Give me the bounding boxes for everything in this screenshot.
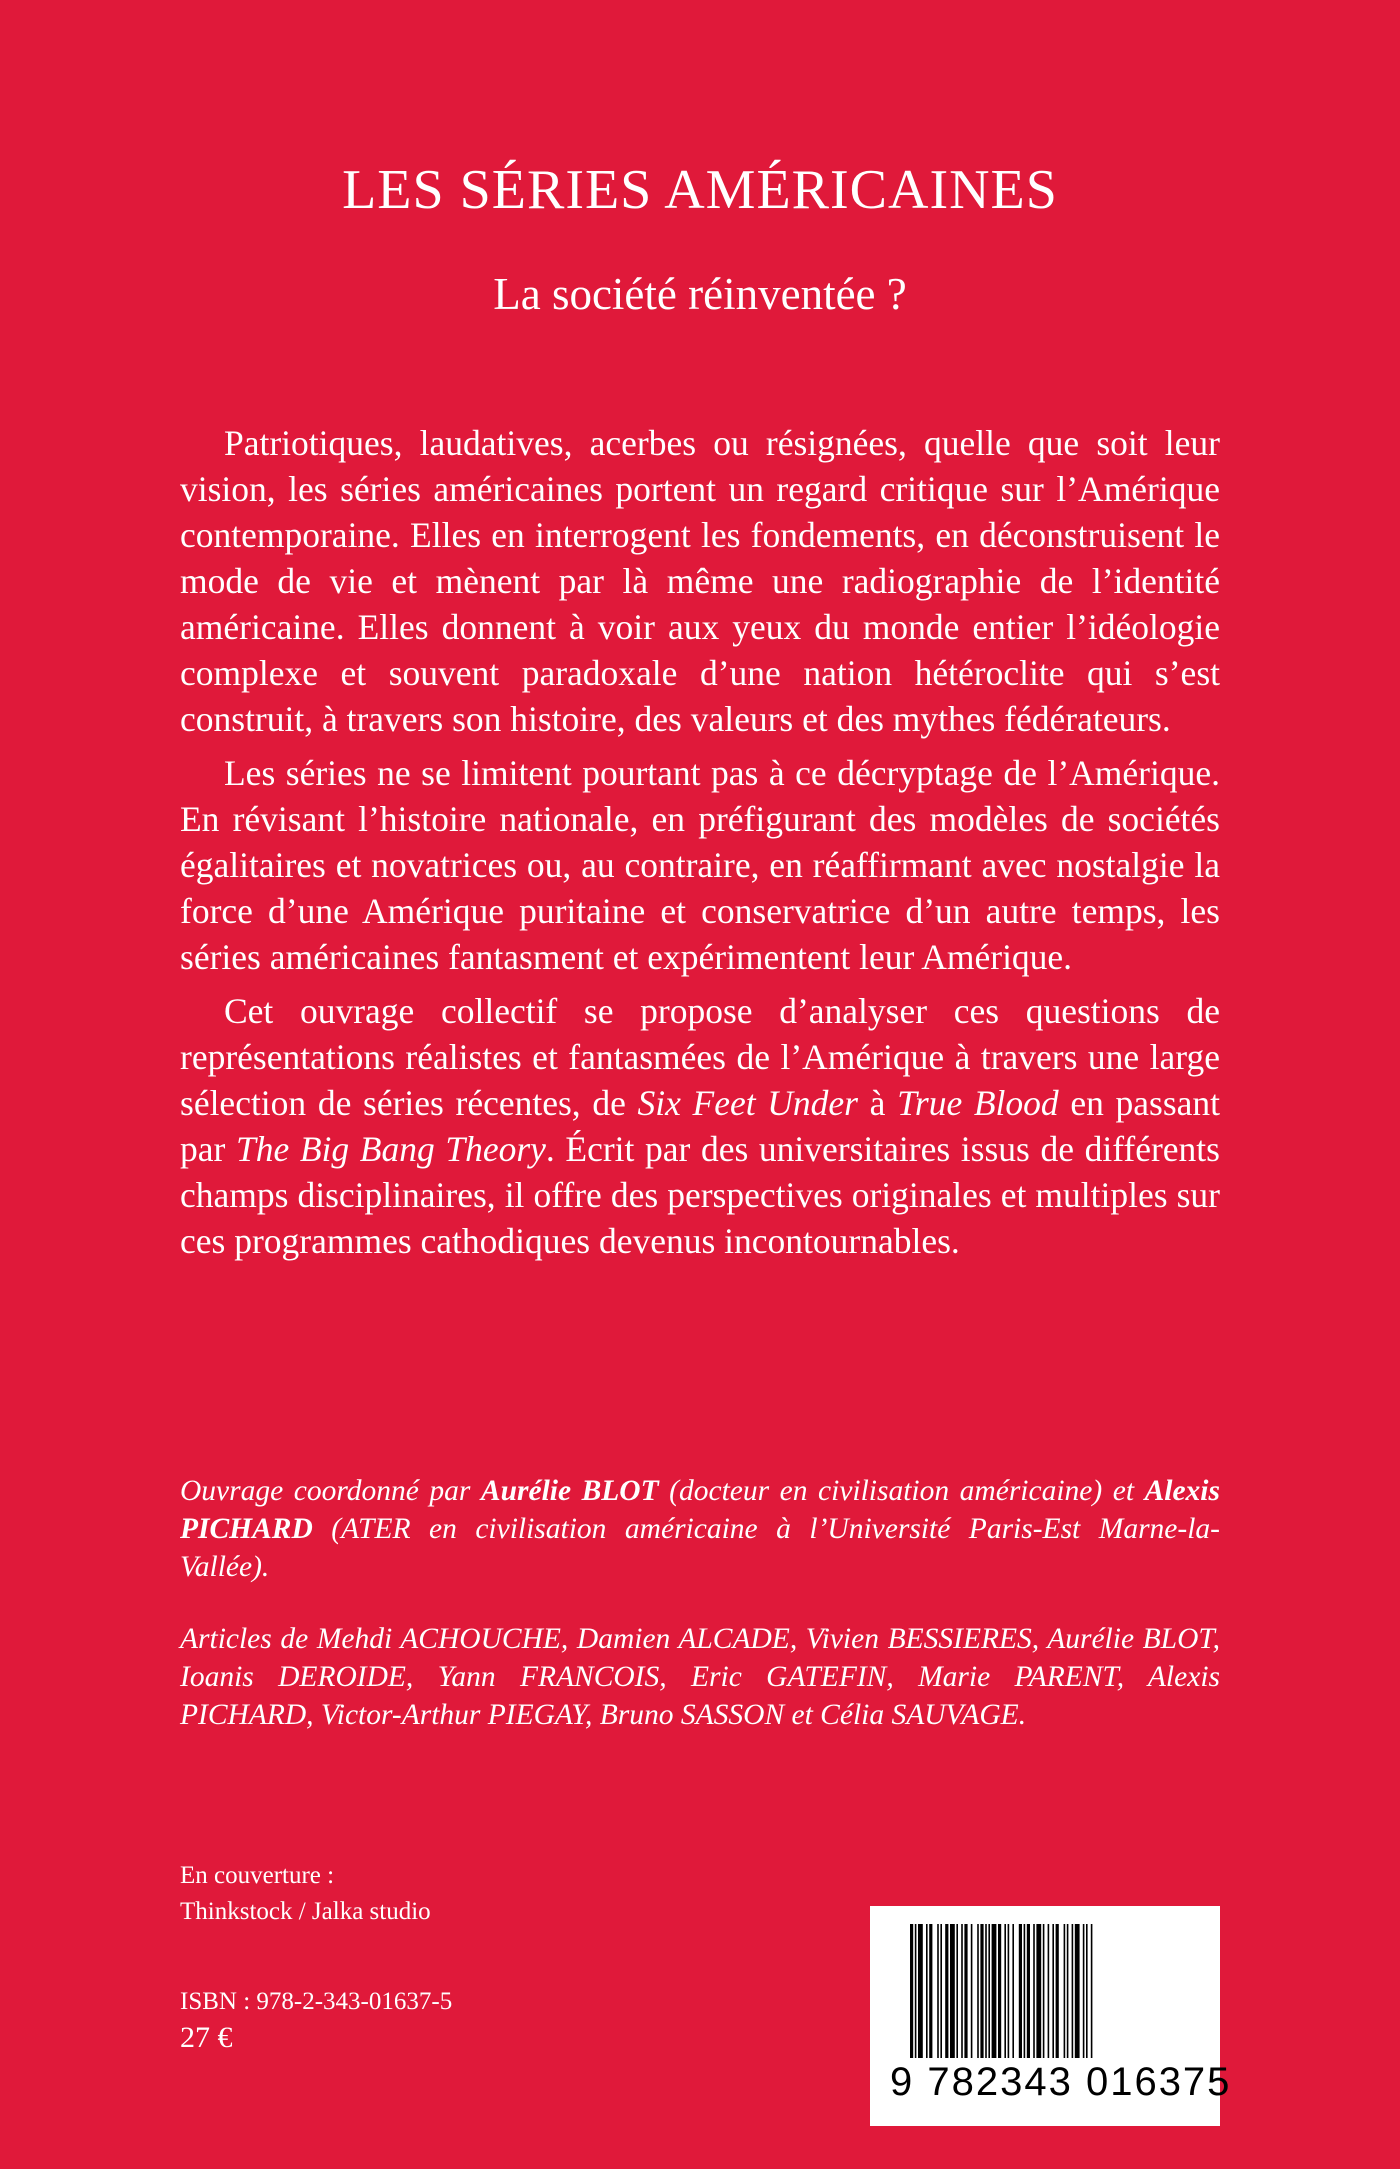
contributors-list: Articles de Mehdi ACHOUCHE, Damien ALCADE, Vivien BESSIERES, Aurélie BLOT, Ioanis DEROIDE, Yann FRANCOIS, Eric GATEFIN, Marie PARENT, Alexis PICHARD, Victor-Arthur PIEGAY, Bruno SASSON et Célia SAUVAGE.	[180, 1623, 1220, 1731]
series-title: The Big Bang Theory	[235, 1129, 546, 1169]
credits-text: Ouvrage coordonné par	[180, 1475, 481, 1507]
barcode-bar	[956, 1924, 958, 2058]
barcode-bars	[910, 1924, 1180, 2058]
barcode-bar	[1008, 1924, 1010, 2058]
barcode-bar	[964, 1924, 967, 2058]
barcode-bar	[1083, 1924, 1085, 2058]
cover-credit	[180, 1858, 431, 1930]
barcode-bar	[1027, 1924, 1030, 2058]
barcode-bar	[1012, 1924, 1014, 2058]
barcode-bar	[1048, 1924, 1050, 2058]
barcode-bar	[961, 1924, 963, 2058]
barcode-bar	[998, 1924, 1001, 2058]
series-title: Six Feet Under	[637, 1083, 858, 1123]
blurb-text: . Écrit par des universitaires issus de différents champs disciplinaires, il offre des perspectives originales et multiples sur ces programmes cathodiques devenus incontournables.	[180, 1129, 1220, 1261]
blurb-paragraph-2: Les séries ne se limitent pourtant pas à ce décryptage de l’Amérique. En révisant l’histoire nationale, en préfigurant des modèles de sociétés égalitaires et novatrices ou, au contraire, en réaffirmant avec nostalgie la force d’une Amérique puritaine et conservatrice d’un autre temps, les séries américaines fantasment et expérimentent leur Amérique.	[180, 753, 1220, 977]
barcode-bar	[971, 1924, 973, 2058]
barcode-bar	[1064, 1924, 1066, 2058]
barcode-bar	[1043, 1924, 1045, 2058]
barcode-bar	[1091, 1924, 1093, 2058]
barcode-bar	[1004, 1924, 1006, 2058]
barcode-bar	[918, 1924, 923, 2058]
isbn-number: ISBN : 978-2-343-01637-5	[180, 1988, 453, 2015]
barcode-bar	[988, 1924, 990, 2058]
isbn-block	[180, 1984, 452, 2056]
barcode-digits: 9 782343 016375	[890, 2060, 1232, 2104]
credits	[180, 1472, 1220, 1734]
cover-credit-source: Thinkstock / Jalka studio	[180, 1898, 431, 1925]
barcode-bar	[1052, 1924, 1054, 2058]
barcode-bar	[1033, 1924, 1035, 2058]
back-cover-blurb	[180, 420, 1220, 1272]
blurb-text: en passant par	[180, 1083, 1221, 1169]
barcode-bar	[945, 1924, 948, 2058]
barcode-bar	[910, 1924, 913, 2058]
barcode-bar	[980, 1924, 983, 2058]
barcode-bar	[1036, 1924, 1041, 2058]
coordinators-note	[180, 1472, 1220, 1586]
blurb-text: à	[858, 1083, 898, 1123]
barcode-bar	[937, 1924, 939, 2058]
editor-name: Alexis PICHARD	[180, 1475, 1220, 1545]
barcode-bar	[926, 1924, 928, 2058]
barcode-bar	[1019, 1924, 1022, 2058]
book-title: LES SÉRIES AMÉRICAINES	[342, 159, 1058, 221]
barcode-bar	[992, 1924, 997, 2058]
barcode-bar	[915, 1924, 917, 2058]
barcode-bar	[1056, 1924, 1059, 2058]
barcode-bar	[1024, 1924, 1026, 2058]
barcode-bar	[1072, 1924, 1074, 2058]
price: 27 €	[180, 2021, 233, 2054]
credits-text: (docteur en civilisation américaine) et	[658, 1475, 1145, 1507]
blurb-paragraph-1: Patriotiques, laudatives, acerbes ou résignées, quelle que soit leur vision, les séries américaines portent un regard critique sur l’Amérique contemporaine. Elles en interrogent les fondements, en déconstruisent le mode de vie et mènent par là même une radiographie de l’identité américaine. Elles donnent à voir aux yeux du monde entier l’idéologie complexe et souvent paradoxale d’une nation hétéroclite qui s’est construit, à travers son histoire, des valeurs et des mythes fédérateurs.	[180, 423, 1220, 739]
cover-credit-label: En couverture :	[180, 1862, 335, 1889]
barcode-bar	[940, 1924, 942, 2058]
barcode-bar	[929, 1924, 932, 2058]
barcode-bar	[1086, 1924, 1088, 2058]
editor-name: Aurélie BLOT	[480, 1475, 659, 1507]
barcode	[870, 1906, 1232, 2126]
blurb-paragraph-3	[180, 988, 1220, 1264]
barcode-bar	[950, 1924, 955, 2058]
barcode-bar	[1067, 1924, 1069, 2058]
barcode-bar	[977, 1924, 979, 2058]
blurb-text: Cet ouvrage collectif se propose d’analyser ces questions de représentations réalistes et fantasmées de l’Amérique à travers une large sélection de séries récentes, de	[180, 991, 1220, 1123]
book-subtitle: La société réinventée ?	[493, 269, 907, 319]
barcode-bar	[1075, 1924, 1080, 2058]
credits-text: (ATER en civilisation américaine à l’Université Paris-Est Marne-la-Vallée).	[180, 1513, 1220, 1583]
series-title: True Blood	[897, 1083, 1059, 1123]
barcode-bar	[985, 1924, 987, 2058]
